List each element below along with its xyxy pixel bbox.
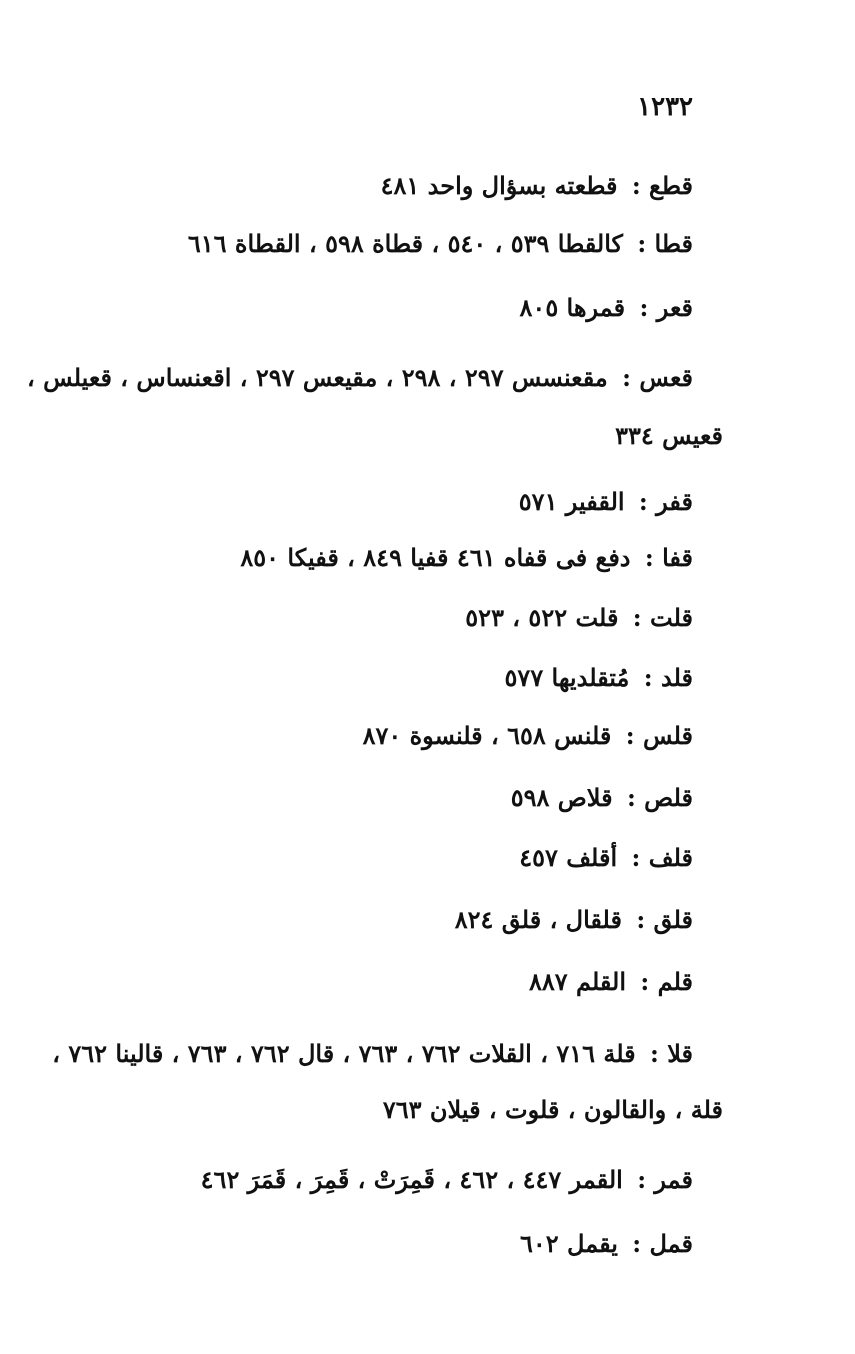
index-entry bbox=[455, 906, 693, 935]
entry-text: قمرها ٨٠٥ bbox=[519, 293, 626, 322]
entry-text: قلقال ، قلق ٨٢٤ bbox=[454, 905, 622, 934]
entry-root: قلص : bbox=[626, 783, 693, 812]
entry-root: قلت : bbox=[632, 603, 693, 632]
entry-text: القفير ٥٧١ bbox=[518, 487, 625, 516]
index-entry bbox=[505, 664, 693, 693]
entry-root: قلف : bbox=[631, 843, 693, 872]
entry-text: مُتقلديها ٥٧٧ bbox=[504, 663, 630, 692]
entry-root: قعس : bbox=[622, 363, 693, 392]
entry-root: قلم : bbox=[640, 967, 693, 996]
entry-text: يقمل ٦٠٢ bbox=[519, 1229, 618, 1258]
entry-text: دفع فى قفاه ٤٦١ قفيا ٨٤٩ ، قفيكا ٨٥٠ bbox=[240, 543, 631, 572]
index-entry bbox=[363, 722, 693, 751]
index-entry bbox=[511, 784, 693, 813]
page-number: ١٢٣٢ bbox=[637, 92, 693, 122]
index-entry bbox=[188, 230, 693, 259]
entry-root: قفا : bbox=[644, 543, 693, 572]
entry-text: كالقطا ٥٣٩ ، ٥٤٠ ، قطاة ٥٩٨ ، القطاة ٦١٦ bbox=[187, 229, 623, 258]
entry-text: قلت ٥٢٢ ، ٥٢٣ bbox=[465, 603, 619, 632]
index-entry bbox=[519, 844, 693, 873]
entry-text: قطعته بسؤال واحد ٤٨١ bbox=[380, 171, 618, 200]
entry-root: قمل : bbox=[632, 1229, 693, 1258]
entry-root: قلد : bbox=[643, 663, 693, 692]
entry-text: أقلف ٤٥٧ bbox=[519, 843, 618, 872]
entry-root: قطا : bbox=[637, 229, 693, 258]
entry-text: قلاص ٥٩٨ bbox=[510, 783, 613, 812]
index-entry bbox=[520, 294, 693, 323]
entry-root: قلق : bbox=[636, 905, 693, 934]
entry-text: مقعنسس ٢٩٧ ، ٢٩٨ ، مقيعس ٢٩٧ ، اقعنساس ، قعيلس ، bbox=[27, 363, 608, 392]
index-entry-continuation: قعيس ٣٣٤ bbox=[615, 421, 723, 450]
index-entry bbox=[465, 604, 693, 633]
entry-root: قطع : bbox=[631, 171, 693, 200]
entry-text: القلم ٨٨٧ bbox=[528, 967, 627, 996]
entry-root: قلس : bbox=[625, 721, 693, 750]
index-entry bbox=[381, 172, 693, 201]
index-entry bbox=[529, 968, 693, 997]
index-entry bbox=[519, 488, 693, 517]
index-entry bbox=[201, 1166, 693, 1195]
entry-text: قلة ٧١٦ ، القلات ٧٦٢ ، ٧٦٣ ، قال ٧٦٢ ، ٧٦٣ ، قالينا ٧٦٢ ، bbox=[52, 1039, 636, 1068]
index-entry bbox=[52, 1040, 693, 1069]
index-entry bbox=[520, 1230, 693, 1259]
entry-root: قفر : bbox=[638, 487, 693, 516]
entry-root: قمر : bbox=[637, 1165, 693, 1194]
entry-text: القمر ٤٤٧ ، ٤٦٢ ، قَمِرَتْ ، قَمِرَ ، قَمَرَ ٤٦٢ bbox=[200, 1165, 623, 1194]
index-entry bbox=[240, 544, 693, 573]
entry-text: قلنس ٦٥٨ ، قلنسوة ٨٧٠ bbox=[362, 721, 612, 750]
index-entry-continuation: قلة ، والقالون ، قلوت ، قيلان ٧٦٣ bbox=[382, 1095, 723, 1124]
entry-root: قعر : bbox=[639, 293, 693, 322]
entry-root: قلا : bbox=[649, 1039, 693, 1068]
index-entry bbox=[27, 364, 693, 393]
